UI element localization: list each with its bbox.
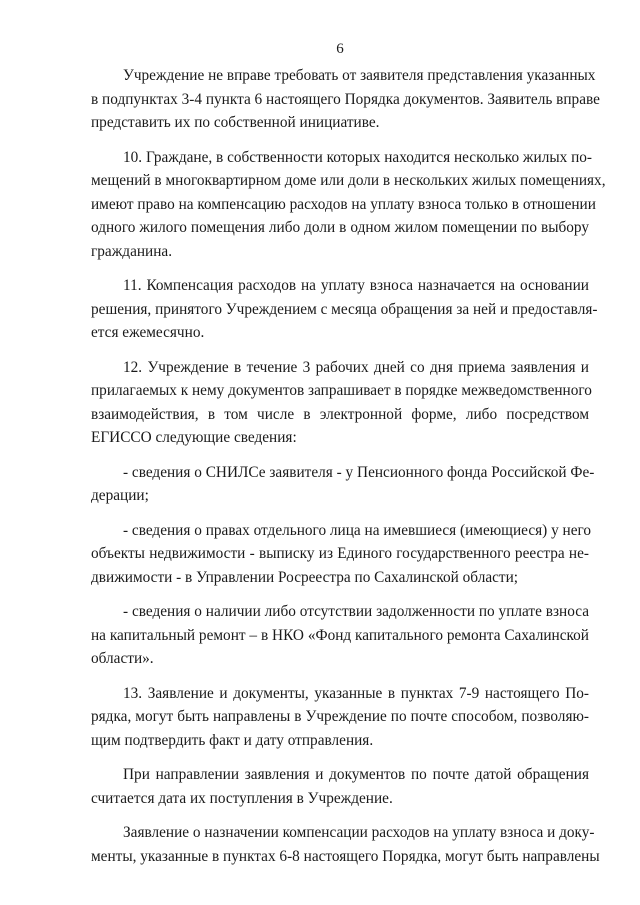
text-line: объекты недвижимости - выписку из Единого государственного реестра не- (91, 545, 589, 562)
text-line: имеют право на компенсацию расходов на уплату взноса только в отношении (91, 195, 596, 213)
paragraph (91, 274, 598, 345)
text-line: 10. Граждане, в собственности которых находится несколько жилых по- (123, 148, 593, 166)
paragraph (91, 461, 595, 508)
text-line: области». (91, 650, 154, 667)
text-line: представить их по собственной инициативе. (91, 114, 380, 131)
document-body (91, 64, 606, 868)
text-line: При направлении заявления и документов по почте датой обращения (123, 766, 589, 783)
text-line: ется ежемесячно. (91, 324, 205, 341)
text-line: движимости - в Управлении Росреестра по Сахалинской области; (91, 568, 519, 586)
text-line: на капитальный ремонт – в НКО «Фонд капитального ремонта Сахалинской (91, 626, 589, 644)
text-line: менты, указанные в пунктах 6-8 настоящего Порядка, могут быть направлены (91, 847, 600, 865)
paragraph (91, 821, 600, 868)
text-line: прилагаемых к нему документов запрашивает в порядке межведомственного (91, 382, 592, 399)
text-line: 12. Учреждение в течение 3 рабочих дней со дня приема заявления и (123, 358, 589, 376)
text-line: 13. Заявление и документы, указанные в пунктах 7-9 настоящего По- (123, 684, 589, 702)
text-line: взаимодействия, в том числе в электронной форме, либо посредством (91, 405, 589, 423)
text-line: одного жилого помещения либо доли в одном жилом помещении по выбору (91, 219, 589, 236)
text-line: Заявление о назначении компенсации расходов на уплату взноса и доку- (123, 824, 595, 841)
text-line: решения, принятого Учреждением с месяца обращения за ней и предоставля- (91, 300, 598, 318)
text-line: рядка, могут быть направлены в Учреждение по почте способом, позволяю- (91, 708, 589, 725)
paragraph (91, 146, 606, 264)
text-line: гражданина. (91, 242, 173, 260)
page-number: 6 (336, 41, 344, 57)
paragraph (91, 763, 589, 810)
paragraph (91, 519, 592, 590)
text-line: считается дата их поступления в Учреждение. (91, 789, 393, 807)
text-line: в подпунктах 3-4 пункта 6 настоящего Порядка документов. Заявитель вправе (91, 90, 600, 108)
text-line: щим подтвердить факт и дату отправления. (91, 731, 374, 749)
text-line: ЕГИССО следующие сведения: (91, 429, 297, 446)
paragraph (91, 682, 589, 753)
paragraph (91, 64, 600, 135)
paragraph (91, 600, 589, 671)
paragraph (91, 356, 592, 450)
text-line: 11. Компенсация расходов на уплату взноса назначается на основании (123, 277, 589, 294)
text-line: - сведения о правах отдельного лица на имевшиеся (имеющиеся) у него (123, 521, 592, 539)
text-line: Учреждение не вправе требовать от заявителя представления указанных (123, 67, 596, 84)
text-line: - сведения о наличии либо отсутствии задолженности по уплате взноса (123, 603, 589, 620)
text-line: - сведения о СНИЛСе заявителя - у Пенсионного фонда Российской Фе- (123, 463, 595, 481)
text-line: дерации; (91, 487, 149, 504)
text-line: мещений в многоквартирном доме или доли в нескольких жилых помещениях, (91, 172, 606, 189)
